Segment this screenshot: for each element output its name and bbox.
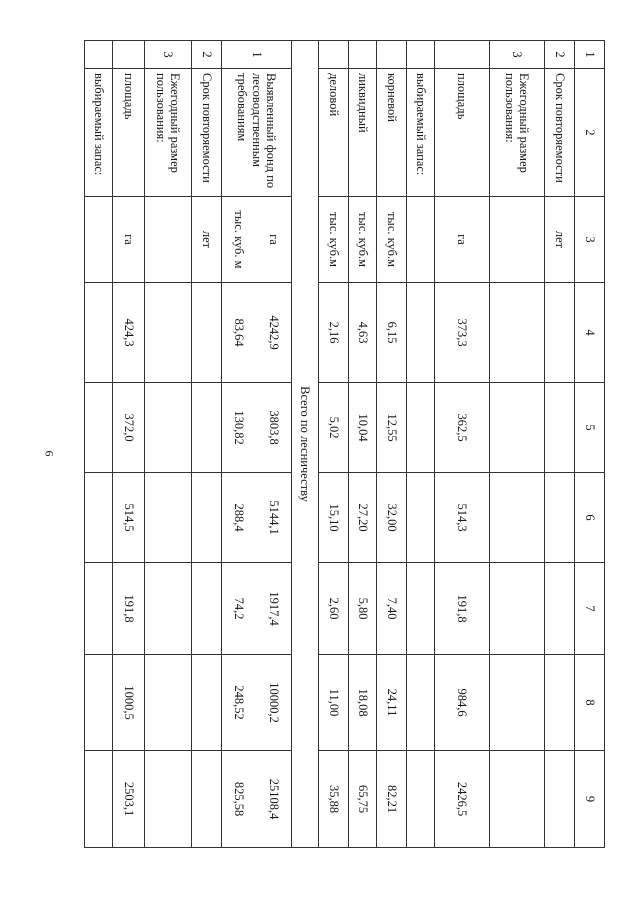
header-col-5: 5 bbox=[575, 383, 605, 473]
value-top: 1917,4 bbox=[266, 591, 281, 626]
value-cell: 27,20 bbox=[349, 473, 377, 563]
value-cell bbox=[222, 473, 292, 563]
header-col-7: 7 bbox=[575, 563, 605, 655]
value-cell: 1000,5 bbox=[113, 655, 145, 751]
table-row bbox=[85, 41, 113, 848]
value-cell: 24,11 bbox=[377, 655, 407, 751]
value-bottom: 83,64 bbox=[232, 318, 247, 347]
value-cell: 82,21 bbox=[377, 751, 407, 848]
row-label: выбираемый запас: bbox=[407, 69, 435, 197]
row-index: 3 bbox=[490, 41, 545, 69]
value-bottom: 74,2 bbox=[232, 597, 247, 620]
value-cell bbox=[222, 383, 292, 473]
value-cell: 2,16 bbox=[319, 283, 349, 383]
row-index: 2 bbox=[192, 41, 222, 69]
row-label: Ежегодный размер пользования: bbox=[145, 69, 192, 197]
value-cell: 5,02 bbox=[319, 383, 349, 473]
header-col-3: 3 bbox=[575, 197, 605, 283]
value-cell: 514,3 bbox=[435, 473, 490, 563]
row-unit: тыс. куб.м bbox=[377, 197, 407, 283]
value-cell bbox=[222, 751, 292, 848]
header-col-8: 8 bbox=[575, 655, 605, 751]
value-top: 3803,8 bbox=[266, 410, 281, 445]
row-unit: лет bbox=[545, 197, 575, 283]
value-cell: 514,5 bbox=[113, 473, 145, 563]
table-row bbox=[490, 41, 545, 848]
value-cell: 362,5 bbox=[435, 383, 490, 473]
row-label: ликвидный bbox=[349, 69, 377, 197]
rotated-table-frame bbox=[85, 40, 605, 847]
row-label: Срок повторяемости bbox=[545, 69, 575, 197]
row-label: деловой bbox=[319, 69, 349, 197]
value-top: 4242,9 bbox=[266, 315, 281, 350]
value-bottom: 130,82 bbox=[232, 410, 247, 445]
value-cell bbox=[222, 655, 292, 751]
value-top: 10000,2 bbox=[266, 682, 281, 723]
value-cell: 32,00 bbox=[377, 473, 407, 563]
value-top: 25108,4 bbox=[266, 778, 281, 820]
row-label: Ежегодный размер пользования: bbox=[490, 69, 545, 197]
row-label: площадь bbox=[435, 69, 490, 197]
row-unit: га bbox=[435, 197, 490, 283]
page-number: 6 bbox=[42, 450, 57, 457]
value-bottom: 288,4 bbox=[232, 503, 247, 532]
row-unit: тыс. куб.м bbox=[319, 197, 349, 283]
table-rotation bbox=[85, 40, 605, 847]
value-cell: 2503,1 bbox=[113, 751, 145, 848]
value-cell: 35,88 bbox=[319, 751, 349, 848]
value-cell: 12,55 bbox=[377, 383, 407, 473]
value-cell bbox=[222, 283, 292, 383]
value-cell: 65,75 bbox=[349, 751, 377, 848]
table-row bbox=[377, 41, 407, 848]
value-cell: 191,8 bbox=[113, 563, 145, 655]
row-unit bbox=[222, 197, 292, 283]
value-cell bbox=[222, 563, 292, 655]
table-row bbox=[407, 41, 435, 848]
section-title: Всего по лесничеству bbox=[292, 41, 319, 848]
header-col-9: 9 bbox=[575, 751, 605, 848]
value-cell: 424,3 bbox=[113, 283, 145, 383]
unit-top: га bbox=[266, 234, 281, 245]
header-col-1: 1 bbox=[575, 41, 605, 69]
unit-bottom: тыс. куб. м bbox=[232, 210, 247, 269]
value-cell: 984,6 bbox=[435, 655, 490, 751]
table-row bbox=[222, 41, 292, 848]
header-col-4: 4 bbox=[575, 283, 605, 383]
table-row bbox=[545, 41, 575, 848]
section-row bbox=[292, 41, 319, 848]
table-row bbox=[113, 41, 145, 848]
value-bottom: 248,52 bbox=[232, 685, 247, 720]
value-top: 5144,1 bbox=[266, 500, 281, 535]
table-row bbox=[192, 41, 222, 848]
value-cell: 5,80 bbox=[349, 563, 377, 655]
value-cell: 6,15 bbox=[377, 283, 407, 383]
value-cell: 10,04 bbox=[349, 383, 377, 473]
value-bottom: 825,58 bbox=[232, 781, 247, 817]
table-row bbox=[145, 41, 192, 848]
table-row bbox=[435, 41, 490, 848]
row-unit: тыс. куб.м bbox=[349, 197, 377, 283]
value-cell: 7,40 bbox=[377, 563, 407, 655]
row-index: 2 bbox=[545, 41, 575, 69]
value-cell: 372,0 bbox=[113, 383, 145, 473]
row-label: выбираемый запас: bbox=[85, 69, 113, 197]
value-cell: 2,60 bbox=[319, 563, 349, 655]
row-label: Выявленный фонд по лесоводственным требованиям bbox=[222, 69, 292, 197]
table-row bbox=[349, 41, 377, 848]
value-cell: 191,8 bbox=[435, 563, 490, 655]
row-index: 1 bbox=[222, 41, 292, 69]
row-unit: лет bbox=[192, 197, 222, 283]
value-cell: 2426,5 bbox=[435, 751, 490, 848]
forest-use-table bbox=[84, 40, 605, 848]
row-label: корневой bbox=[377, 69, 407, 197]
row-label: Срок повторяемости bbox=[192, 69, 222, 197]
row-index: 3 bbox=[145, 41, 192, 69]
value-cell: 373,3 bbox=[435, 283, 490, 383]
row-unit: га bbox=[113, 197, 145, 283]
value-cell: 11,00 bbox=[319, 655, 349, 751]
value-cell: 4,63 bbox=[349, 283, 377, 383]
header-row bbox=[575, 41, 605, 848]
value-cell: 15,10 bbox=[319, 473, 349, 563]
header-col-2: 2 bbox=[575, 69, 605, 197]
value-cell: 18,08 bbox=[349, 655, 377, 751]
row-label: площадь bbox=[113, 69, 145, 197]
table-row bbox=[319, 41, 349, 848]
header-col-6: 6 bbox=[575, 473, 605, 563]
